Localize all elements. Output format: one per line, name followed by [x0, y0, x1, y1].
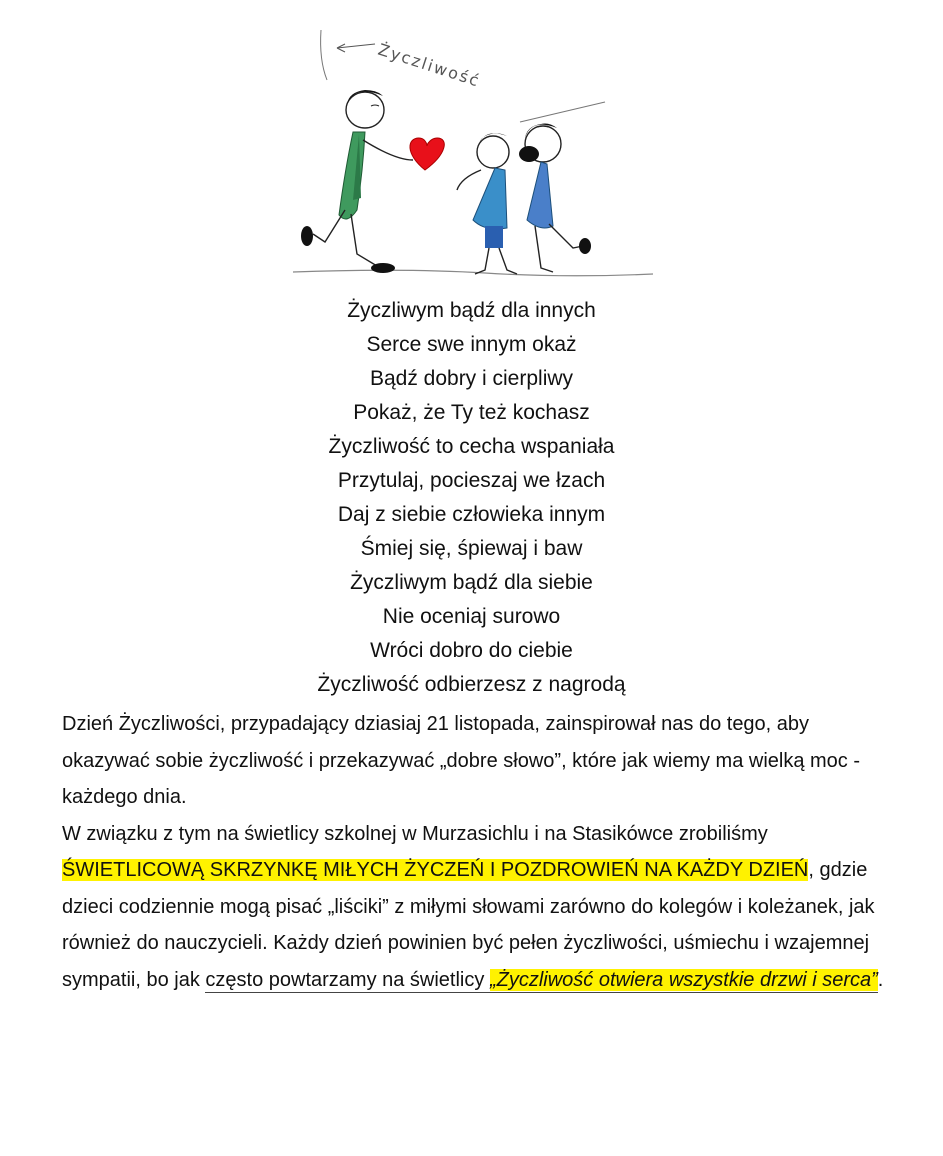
children-heart-drawing: [285, 20, 660, 285]
poem-line: Życzliwym bądź dla innych: [347, 299, 596, 322]
poem-line: Wróci dobro do ciebie: [370, 639, 573, 662]
highlighted-quote: „Życzliwość otwiera wszystkie drzwi i serca”: [489, 968, 878, 991]
ground-line: [293, 270, 653, 276]
handwritten-caption: Życzliwość: [375, 39, 483, 91]
poem-line: Bądź dobry i cierpliwy: [369, 367, 574, 390]
paragraph-text: W związku z tym na świetlicy szkolnej w Murzasichlu i na Stasikówce zrobiliśmy: [62, 822, 768, 845]
highlighted-text: ŚWIETLICOWĄ SKRZYNKĘ MIŁYCH ŻYCZEŃ I POZDROWIEŃ NA KAŻDY DZIEŃ: [62, 859, 809, 881]
poem-line: Serce swe innym okaż: [366, 333, 577, 356]
poem-line: Nie oceniaj surowo: [382, 605, 561, 628]
poem-line: Przytulaj, pocieszaj we łzach: [337, 469, 606, 492]
poem-line: Życzliwość odbierzesz z nagrodą: [317, 673, 626, 696]
poem-line: Życzliwość to cecha wspaniała: [328, 435, 615, 458]
paragraph-end: .: [877, 968, 884, 991]
poem-line: Pokaż, że Ty też kochasz: [353, 401, 590, 424]
poem: [0, 294, 943, 702]
paragraph-text: , gdzie dzieci codziennie mogą pisać „liściki” z miłymi słowami zarówno do kolegów i koleżanek, jak również do nauczycieli. Każdy dzień powinien być pełen życzliwości, uśmiechu i wzajemnej sympatii, bo jak: [62, 859, 875, 991]
heart: [410, 138, 444, 170]
underlined-text: [205, 969, 877, 993]
article-body: [62, 706, 892, 998]
kindness-illustration: [285, 20, 660, 285]
underlined-phrase: często powtarzamy na świetlicy: [205, 968, 490, 991]
article-paragraph-1: Dzień Życzliwości, przypadający dziasiaj 21 listopada, zainspirował nas do tego, aby okazywać sobie życzliwość i przekazywać „dobre słowo”, które jak wiemy ma wielką moc - każdego dnia.: [62, 713, 861, 808]
poem-line: Daj z siebie człowieka innym: [337, 503, 606, 526]
article-paragraph-2: [62, 816, 892, 999]
right-back-figure: [519, 124, 591, 273]
left-figure: [301, 90, 413, 273]
right-front-figure: [457, 133, 517, 274]
poem-line: Śmiej się, śpiewaj i baw: [360, 537, 583, 560]
poem-line: Życzliwym bądź dla siebie: [350, 571, 593, 594]
